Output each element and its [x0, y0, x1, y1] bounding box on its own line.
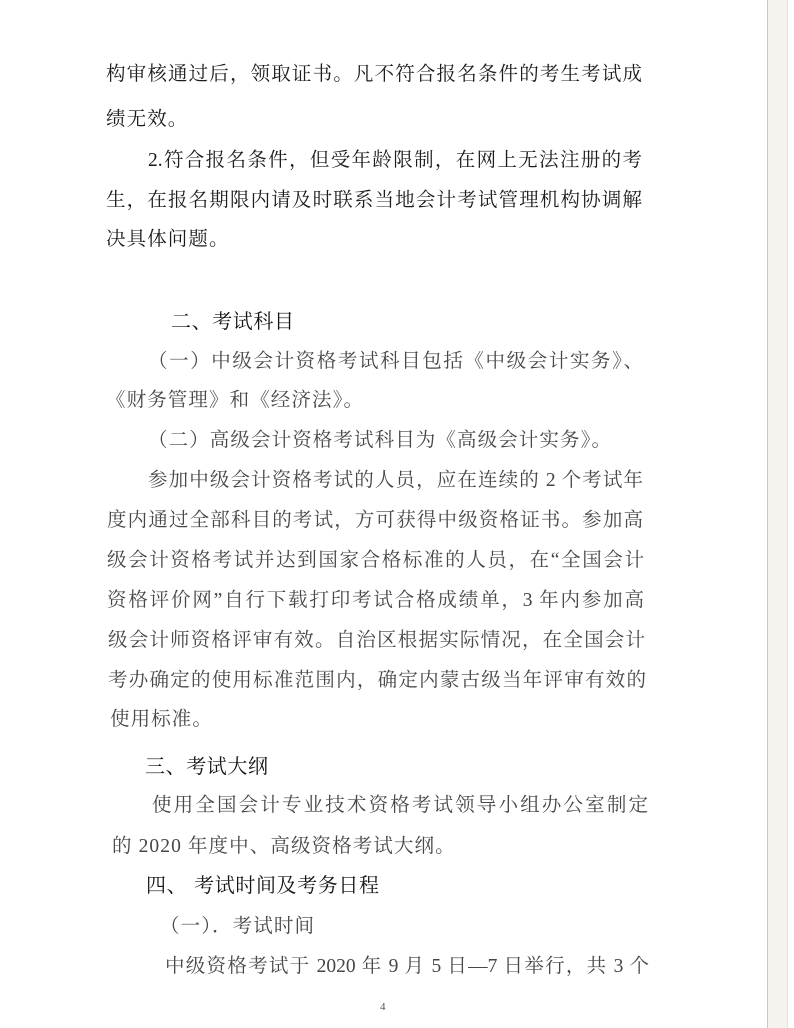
paragraph-line: 绩无效。 [106, 109, 189, 130]
section-heading: 三、考试大纲 [145, 754, 269, 778]
paragraph-line: 2.符合报名条件，但受年龄限制，在网上无法注册的考 [148, 150, 642, 171]
paragraph-line: 《财务管理》和《经济法》。 [106, 390, 365, 411]
paragraph-line: （一）中级会计资格考试科目包括《中级会计实务》、 [148, 351, 643, 372]
page-number: 4 [380, 1001, 386, 1013]
paragraph-line: 构审核通过后，领取证书。凡不符合报名条件的考生考试成 [106, 64, 642, 85]
paragraph-line: 使用全国会计专业技术资格考试领导小组办公室制定 [152, 795, 648, 816]
paragraph-line: 级会计资格考试并达到国家合格标准的人员，在“全国会计 [107, 550, 644, 571]
scan-edge-strip [767, 0, 788, 1028]
paragraph-line: 中级资格考试于 2020 年 9 月 5 日—7 日举行，共 3 个 [165, 956, 649, 977]
paragraph-line: 的 2020 年度中、高级资格考试大纲。 [112, 836, 456, 857]
paragraph-line: 生，在报名期限内请及时联系当地会计考试管理机构协调解 [106, 190, 642, 211]
section-heading: 四、 考试时间及考务日程 [146, 873, 380, 897]
subsection-heading: （一）．考试时间 [160, 916, 316, 937]
section-heading: 二、考试科目 [171, 309, 295, 333]
paragraph-line: 资格评价网”自行下载打印考试合格成绩单，3 年内参加高 [107, 590, 644, 611]
paragraph-line: 使用标准。 [110, 709, 214, 730]
paragraph-line: （二）高级会计资格考试科目为《高级会计实务》。 [148, 430, 613, 451]
paragraph-line: 决具体问题。 [106, 229, 230, 250]
paragraph-line: 参加中级会计资格考试的人员，应在连续的 2 个考试年 [148, 470, 643, 491]
paragraph-line: 度内通过全部科目的考试，方可获得中级资格证书。参加高 [107, 510, 643, 531]
paragraph-line: 级会计师资格评审有效。自治区根据实际情况，在全国会计 [108, 630, 645, 651]
paragraph-line: 考办确定的使用标准范围内，确定内蒙古级当年评审有效的 [108, 670, 646, 691]
